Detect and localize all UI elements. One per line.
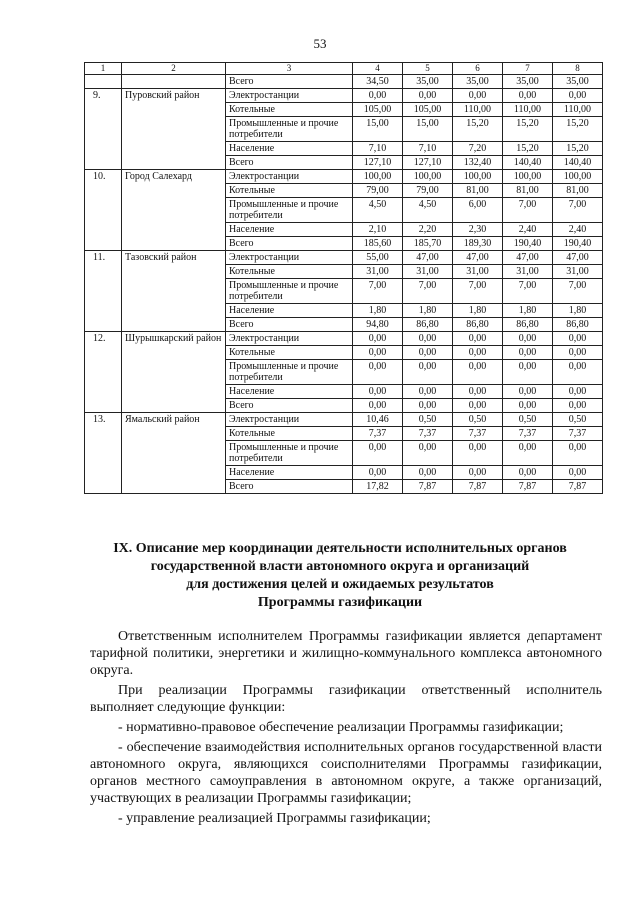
value-cell: 0,00 — [353, 346, 403, 360]
value-cell: 2,40 — [503, 223, 553, 237]
value-cell: 0,00 — [403, 346, 453, 360]
category-cell: Всего — [226, 480, 353, 494]
value-cell: 86,80 — [453, 318, 503, 332]
table-header-row — [85, 63, 603, 75]
section-title-line: IX. Описание мер координации деятельности исполнительных органов — [113, 541, 567, 556]
value-cell: 79,00 — [353, 184, 403, 198]
value-cell: 81,00 — [553, 184, 603, 198]
value-cell: 35,00 — [553, 75, 603, 89]
value-cell: 7,37 — [503, 427, 553, 441]
value-cell: 0,00 — [553, 385, 603, 399]
value-cell: 0,00 — [353, 89, 403, 103]
value-cell: 7,87 — [403, 480, 453, 494]
value-cell: 100,00 — [403, 170, 453, 184]
value-cell: 7,00 — [553, 279, 603, 304]
value-cell: 0,00 — [553, 89, 603, 103]
column-header: 1 — [85, 63, 122, 75]
value-cell: 15,20 — [553, 117, 603, 142]
category-cell: Электростанции — [226, 170, 353, 184]
value-cell: 100,00 — [453, 170, 503, 184]
value-cell: 0,00 — [353, 332, 403, 346]
value-cell: 0,00 — [403, 89, 453, 103]
value-cell: 17,82 — [353, 480, 403, 494]
value-cell: 190,40 — [503, 237, 553, 251]
value-cell: 185,60 — [353, 237, 403, 251]
value-cell: 7,10 — [353, 142, 403, 156]
value-cell: 0,00 — [353, 360, 403, 385]
value-cell: 0,00 — [553, 360, 603, 385]
value-cell: 2,30 — [453, 223, 503, 237]
value-cell: 100,00 — [503, 170, 553, 184]
category-cell: Население — [226, 466, 353, 480]
column-header: 7 — [503, 63, 553, 75]
value-cell: 35,00 — [453, 75, 503, 89]
value-cell: 15,00 — [353, 117, 403, 142]
category-cell: Электростанции — [226, 332, 353, 346]
category-cell: Промышленные и прочие потребители — [226, 117, 353, 142]
district-cell: Ямальский район — [122, 413, 226, 494]
category-cell: Всего — [226, 318, 353, 332]
value-cell: 15,20 — [553, 142, 603, 156]
body-paragraph: - обеспечение взаимодействия исполнительных органов государственной власти автономного округа, являющихся соисполнителями Программы газификации, органов местного самоуправления в автономном округе, а также организаций, участвующих в реализации Программы газификации; — [90, 740, 602, 806]
value-cell: 0,00 — [553, 332, 603, 346]
value-cell: 0,00 — [403, 332, 453, 346]
value-cell: 0,50 — [553, 413, 603, 427]
value-cell: 127,10 — [403, 156, 453, 170]
value-cell: 2,40 — [553, 223, 603, 237]
value-cell: 0,00 — [503, 466, 553, 480]
value-cell: 0,00 — [453, 360, 503, 385]
category-cell: Всего — [226, 237, 353, 251]
category-cell: Всего — [226, 156, 353, 170]
value-cell: 15,20 — [503, 142, 553, 156]
value-cell: 1,80 — [403, 304, 453, 318]
row-index-cell: 9. — [85, 89, 122, 170]
row-index-cell: 10. — [85, 170, 122, 251]
category-cell: Электростанции — [226, 251, 353, 265]
value-cell: 0,00 — [553, 399, 603, 413]
category-cell: Промышленные и прочие потребители — [226, 279, 353, 304]
value-cell: 0,00 — [503, 89, 553, 103]
value-cell: 7,10 — [403, 142, 453, 156]
section-title-line: государственной власти автономного округа и организаций — [150, 559, 530, 574]
category-cell: Население — [226, 385, 353, 399]
table-row — [85, 75, 603, 89]
category-cell: Население — [226, 304, 353, 318]
body-paragraph: При реализации Программы газификации ответственный исполнитель выполняет следующие функции: — [90, 683, 602, 715]
value-cell: 0,00 — [503, 399, 553, 413]
value-cell: 4,50 — [403, 198, 453, 223]
category-cell: Электростанции — [226, 89, 353, 103]
body-paragraph: - нормативно-правовое обеспечение реализации Программы газификации; — [118, 720, 564, 735]
category-cell: Промышленные и прочие потребители — [226, 441, 353, 466]
column-header: 2 — [122, 63, 226, 75]
category-cell: Котельные — [226, 103, 353, 117]
value-cell: 0,00 — [353, 385, 403, 399]
category-cell: Промышленные и прочие потребители — [226, 198, 353, 223]
value-cell: 0,00 — [403, 466, 453, 480]
value-cell: 105,00 — [353, 103, 403, 117]
value-cell: 0,00 — [403, 385, 453, 399]
table-row — [85, 89, 603, 103]
value-cell: 31,00 — [453, 265, 503, 279]
value-cell: 7,00 — [503, 279, 553, 304]
value-cell: 0,00 — [353, 399, 403, 413]
value-cell: 6,00 — [453, 198, 503, 223]
value-cell: 31,00 — [403, 265, 453, 279]
value-cell: 110,00 — [503, 103, 553, 117]
value-cell: 1,80 — [503, 304, 553, 318]
value-cell: 105,00 — [403, 103, 453, 117]
value-cell: 7,20 — [453, 142, 503, 156]
category-cell: Котельные — [226, 184, 353, 198]
value-cell: 34,50 — [353, 75, 403, 89]
section-title — [90, 540, 590, 612]
value-cell: 190,40 — [553, 237, 603, 251]
section-title-line: Программы газификации — [257, 595, 423, 610]
value-cell: 47,00 — [553, 251, 603, 265]
table-row — [85, 332, 603, 346]
value-cell: 7,37 — [403, 427, 453, 441]
category-cell: Население — [226, 142, 353, 156]
value-cell: 7,37 — [353, 427, 403, 441]
value-cell: 1,80 — [553, 304, 603, 318]
value-cell: 0,00 — [503, 441, 553, 466]
section-body — [90, 628, 602, 827]
page-number: 53 — [313, 36, 327, 51]
value-cell: 0,00 — [453, 385, 503, 399]
district-cell: Тазовский район — [122, 251, 226, 332]
value-cell: 100,00 — [553, 170, 603, 184]
value-cell: 0,00 — [553, 441, 603, 466]
column-header: 6 — [453, 63, 503, 75]
category-cell: Население — [226, 223, 353, 237]
value-cell: 31,00 — [503, 265, 553, 279]
row-index-cell: 11. — [85, 251, 122, 332]
value-cell: 189,30 — [453, 237, 503, 251]
table-row — [85, 170, 603, 184]
value-cell: 0,00 — [503, 385, 553, 399]
value-cell: 7,00 — [553, 198, 603, 223]
value-cell: 185,70 — [403, 237, 453, 251]
value-cell: 1,80 — [353, 304, 403, 318]
value-cell: 15,00 — [403, 117, 453, 142]
body-paragraph: - управление реализацией Программы газификации; — [118, 811, 431, 826]
value-cell: 7,00 — [353, 279, 403, 304]
value-cell: 0,00 — [453, 346, 503, 360]
value-cell: 0,00 — [403, 441, 453, 466]
category-cell: Всего — [226, 75, 353, 89]
value-cell: 31,00 — [553, 265, 603, 279]
value-cell: 86,80 — [403, 318, 453, 332]
row-index-cell — [85, 75, 122, 89]
value-cell: 7,87 — [453, 480, 503, 494]
value-cell: 2,20 — [403, 223, 453, 237]
value-cell: 15,20 — [503, 117, 553, 142]
value-cell: 140,40 — [553, 156, 603, 170]
value-cell: 86,80 — [553, 318, 603, 332]
value-cell: 47,00 — [403, 251, 453, 265]
table-row — [85, 251, 603, 265]
value-cell: 110,00 — [553, 103, 603, 117]
category-cell: Котельные — [226, 427, 353, 441]
value-cell: 0,00 — [553, 346, 603, 360]
district-cell: Шурышкарский район — [122, 332, 226, 413]
value-cell: 7,00 — [503, 198, 553, 223]
row-index-cell: 12. — [85, 332, 122, 413]
value-cell: 79,00 — [403, 184, 453, 198]
value-cell: 0,00 — [453, 441, 503, 466]
value-cell: 0,00 — [553, 466, 603, 480]
value-cell: 47,00 — [503, 251, 553, 265]
value-cell: 55,00 — [353, 251, 403, 265]
value-cell: 47,00 — [453, 251, 503, 265]
value-cell: 0,50 — [403, 413, 453, 427]
column-header: 5 — [403, 63, 453, 75]
table-row — [85, 413, 603, 427]
value-cell: 4,50 — [353, 198, 403, 223]
value-cell: 7,37 — [453, 427, 503, 441]
value-cell: 0,00 — [353, 466, 403, 480]
value-cell: 7,00 — [453, 279, 503, 304]
district-cell — [122, 75, 226, 89]
value-cell: 7,87 — [503, 480, 553, 494]
value-cell: 0,50 — [453, 413, 503, 427]
value-cell: 0,00 — [503, 346, 553, 360]
value-cell: 0,50 — [503, 413, 553, 427]
value-cell: 0,00 — [453, 332, 503, 346]
value-cell: 35,00 — [503, 75, 553, 89]
column-header: 8 — [553, 63, 603, 75]
value-cell: 0,00 — [453, 89, 503, 103]
value-cell: 0,00 — [453, 399, 503, 413]
value-cell: 35,00 — [403, 75, 453, 89]
value-cell: 7,87 — [553, 480, 603, 494]
value-cell: 0,00 — [503, 332, 553, 346]
category-cell: Котельные — [226, 346, 353, 360]
column-header: 3 — [226, 63, 353, 75]
value-cell: 0,00 — [403, 399, 453, 413]
gas-consumption-table — [84, 62, 603, 494]
row-index-cell: 13. — [85, 413, 122, 494]
column-header: 4 — [353, 63, 403, 75]
value-cell: 1,80 — [453, 304, 503, 318]
value-cell: 7,00 — [403, 279, 453, 304]
category-cell: Всего — [226, 399, 353, 413]
value-cell: 10,46 — [353, 413, 403, 427]
section-title-line: для достижения целей и ожидаемых результатов — [186, 577, 494, 592]
body-paragraph: Ответственным исполнителем Программы газификации является департамент тарифной политики, энергетики и жилищно-коммунального комплекса автономного округа. — [90, 629, 602, 678]
value-cell: 100,00 — [353, 170, 403, 184]
value-cell: 0,00 — [453, 466, 503, 480]
value-cell: 140,40 — [503, 156, 553, 170]
value-cell: 132,40 — [453, 156, 503, 170]
value-cell: 110,00 — [453, 103, 503, 117]
value-cell: 81,00 — [453, 184, 503, 198]
category-cell: Промышленные и прочие потребители — [226, 360, 353, 385]
value-cell: 15,20 — [453, 117, 503, 142]
value-cell: 31,00 — [353, 265, 403, 279]
value-cell: 94,80 — [353, 318, 403, 332]
value-cell: 0,00 — [353, 441, 403, 466]
value-cell: 86,80 — [503, 318, 553, 332]
value-cell: 0,00 — [403, 360, 453, 385]
category-cell: Электростанции — [226, 413, 353, 427]
district-cell: Город Салехард — [122, 170, 226, 251]
value-cell: 7,37 — [553, 427, 603, 441]
value-cell: 0,00 — [503, 360, 553, 385]
table-body — [85, 75, 603, 494]
value-cell: 2,10 — [353, 223, 403, 237]
category-cell: Котельные — [226, 265, 353, 279]
district-cell: Пуровский район — [122, 89, 226, 170]
value-cell: 127,10 — [353, 156, 403, 170]
value-cell: 81,00 — [503, 184, 553, 198]
